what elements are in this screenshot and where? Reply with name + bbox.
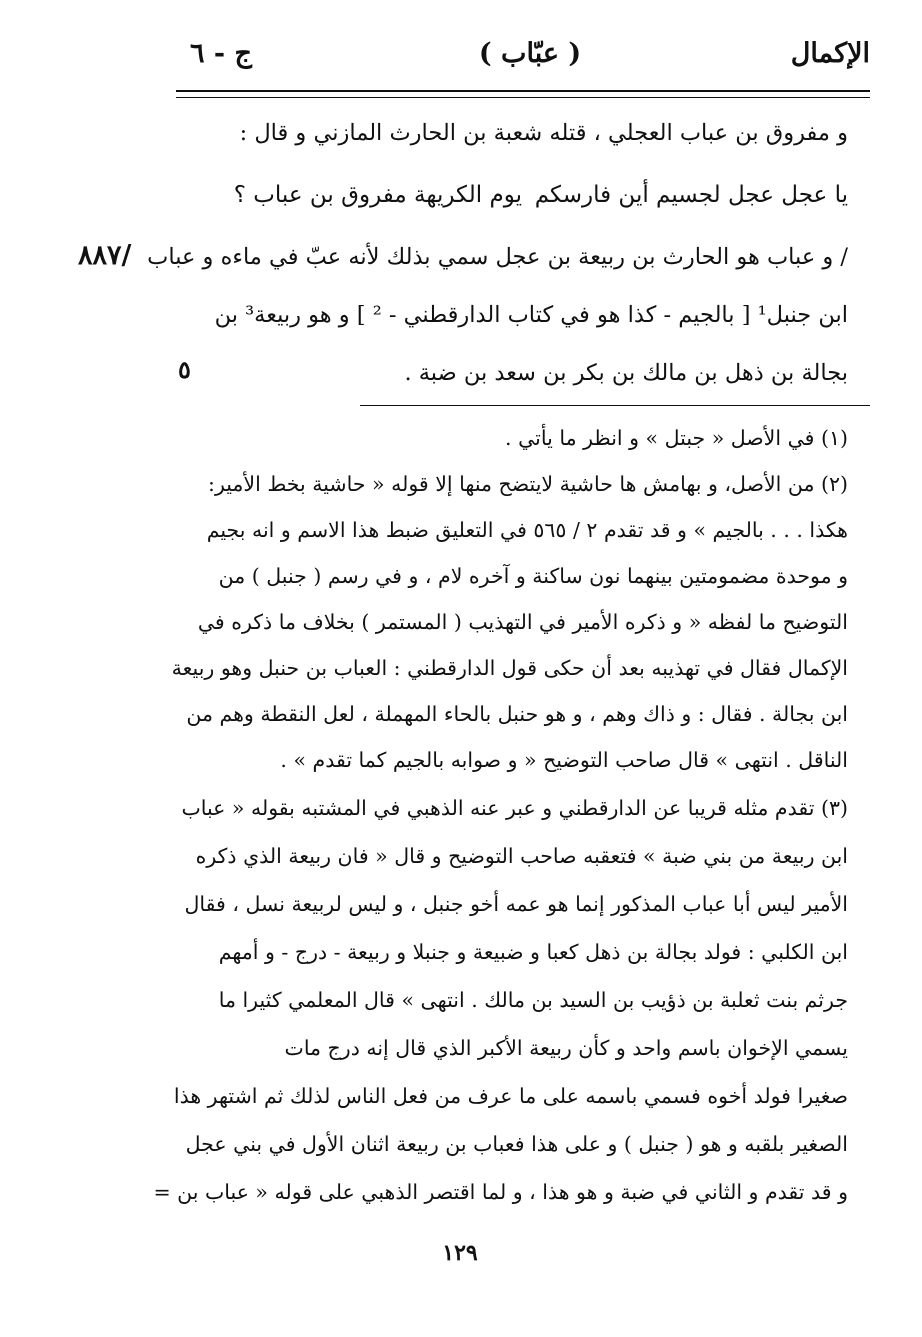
header-rule-thick xyxy=(176,90,870,92)
footnote-line: ابن الكلبي : فولد بجالة بن ذهل كعبا و ضبيعة و جنبلا و ربيعة - درج - و أمهم xyxy=(218,940,848,964)
footnote-line: الإكمال فقال في تهذيبه بعد أن حكى قول الدارقطني : العباب بن حنبل وهو ربيعة xyxy=(171,656,848,680)
footnote-line: ابن بجالة . فقال : و ذاك وهم ، و هو حنبل بالحاء المهملة ، لعل النقطة وهم من xyxy=(186,702,848,726)
footnote-line: (٢) من الأصل، و بهامش ها حاشية لايتضح منها إلا قوله « حاشية بخط الأمير: xyxy=(208,472,848,496)
margin-folio-reference: ٨٨٧/ xyxy=(78,240,132,271)
footnote-line: هكذا . . . بالجيم » و قد تقدم ٢ / ٥٦٥ في التعليق ضبط هذا الاسم و انه بجيم xyxy=(206,518,848,542)
footnote-line: الناقل . انتهى » قال صاحب التوضيح « و صوابه بالجيم كما تقدم » . xyxy=(280,748,848,772)
main-text-line: ابن جنبل¹ [ بالجيم - كذا هو في كتاب الدارقطني - ² ] و هو ربيعة³ بن xyxy=(214,302,848,328)
footnote-separator xyxy=(360,405,870,406)
page-number: ١٢٩ xyxy=(442,1240,478,1266)
main-text-line: و مفروق بن عباب العجلي ، قتله شعبة بن الحارث المازني و قال : xyxy=(239,120,848,146)
volume-indicator: ج - ٦ xyxy=(190,38,252,69)
margin-line-number: ٥ xyxy=(178,355,191,384)
footnote-line: صغيرا فولد أخوه فسمي باسمه على ما عرف من فعل الناس لذلك ثم اشتهر هذا xyxy=(173,1084,848,1108)
footnote-line: و قد تقدم و الثاني في ضبة و هو هذا ، و لما اقتصر الذهبي على قوله « عباب بن = xyxy=(153,1180,848,1204)
footnote-line: (٣) تقدم مثله قريبا عن الدارقطني و عبر عنه الذهبي في المشتبه بقوله « عباب xyxy=(181,796,848,820)
footnote-line: الأمير ليس أبا عباب المذكور إنما هو عمه أخو جنبل ، و ليس لربيعة نسل ، فقال xyxy=(184,892,848,916)
footnote-line: الصغير بلقبه و هو ( جنبل ) و على هذا فعباب بن ربيعة اثنان الأول في بني عجل xyxy=(185,1132,848,1156)
entry-heading: ( عبّاب ) xyxy=(478,38,582,69)
verse-second-hemistich: يوم الكريهة مفروق بن عباب ؟ xyxy=(233,182,522,208)
footnote-line: (١) في الأصل « جبتل » و انظر ما يأتي . xyxy=(505,426,848,450)
footnote-line: و موحدة مضمومتين بينهما نون ساكنة و آخره لام ، و في رسم ( جنبل ) من xyxy=(218,564,848,588)
header-rule-thin xyxy=(176,97,870,98)
footnote-line: ابن ربيعة من بني ضبة » فتعقبه صاحب التوضيح و قال « فان ربيعة الذي ذكره xyxy=(195,844,848,868)
main-text-line: / و عباب هو الحارث بن ربيعة بن عجل سمي بذلك لأنه عبّ في ماءه و عباب xyxy=(147,244,848,270)
footnote-line: التوضيح ما لفظه « و ذكره الأمير في التهذيب ( المستمر ) بخلاف ما ذكره في xyxy=(197,610,848,634)
footnote-line: جرثم بنت ثعلبة بن ذؤيب بن السيد بن مالك . انتهى » قال المعلمي كثيرا ما xyxy=(218,988,848,1012)
main-text-line: بجالة بن ذهل بن مالك بن بكر بن سعد بن ضبة . xyxy=(404,360,848,386)
verse-first-hemistich: يا عجل عجل لجسيم أين فارسكم xyxy=(534,182,848,208)
running-title: الإكمال xyxy=(790,38,870,69)
footnote-line: يسمي الإخوان باسم واحد و كأن ربيعة الأكبر الذي قال إنه درج مات xyxy=(284,1036,848,1060)
